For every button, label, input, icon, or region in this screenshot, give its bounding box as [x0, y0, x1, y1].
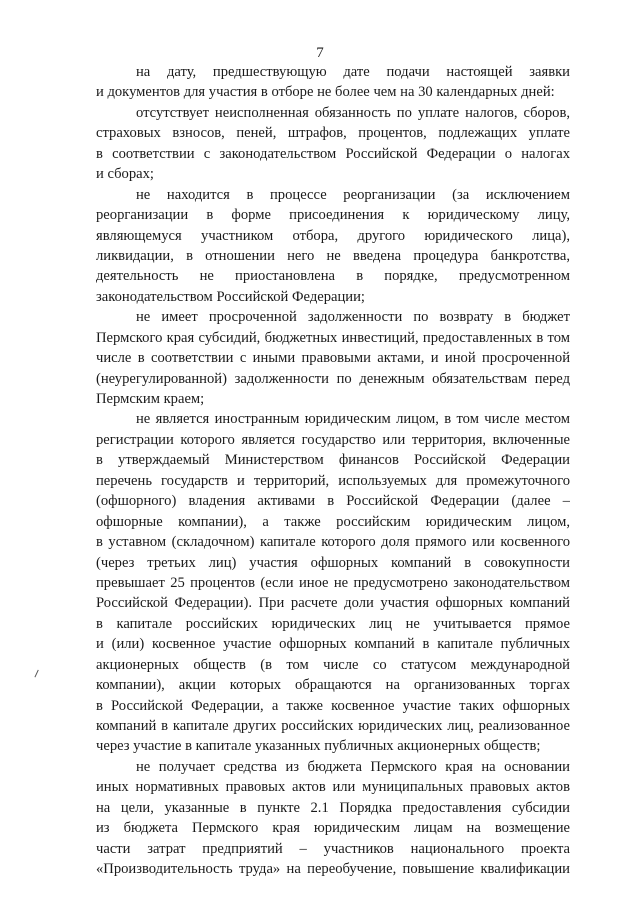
text-line: (офшорного) владения активами в Российской Федерации (далее – [96, 493, 570, 510]
text-line: «Производительность труда» на переобучение, повышение квалификации [96, 861, 570, 878]
text-line: офшорные компании), а также российским юридическим лицом, [96, 513, 570, 530]
document-body [96, 62, 570, 880]
text-line: числе в соответствии с иными правовыми актами, и иной просроченной [96, 350, 570, 367]
text-line: Российской Федерации). При расчете доли участия офшорных компаний [96, 595, 570, 612]
text-line: не является иностранным юридическим лицом, в том числе местом [136, 411, 570, 428]
text-line: в соответствии с законодательством Российской Федерации о налогах [96, 145, 570, 162]
text-line: законодательством Российской Федерации; [96, 288, 365, 305]
text-line: части затрат предприятий – участников национального проекта [96, 840, 570, 857]
text-line: в утверждаемый Министерством финансов Российской Федерации [96, 452, 570, 469]
text-line: ликвидации, в отношении него не введена процедура банкротства, [96, 247, 570, 264]
text-line: на цели, указанные в пункте 2.1 Порядка предоставления субсидии [96, 799, 570, 816]
text-line: перечень государств и территорий, используемых для промежуточного [96, 472, 570, 489]
text-line: отсутствует неисполненная обязанность по уплате налогов, сборов, [136, 104, 570, 121]
text-line: не имеет просроченной задолженности по возврату в бюджет [136, 309, 570, 326]
text-line: не получает средства из бюджета Пермского края на основании [136, 758, 570, 775]
text-line: компании), акции которых обращаются на организованных торгах [96, 677, 570, 694]
text-line: не находится в процессе реорганизации (за исключением [136, 186, 570, 203]
margin-pen-mark [34, 670, 40, 679]
text-line: превышает 25 процентов (если иное не предусмотрено законодательством [96, 574, 570, 591]
text-line: деятельность не приостановлена в порядке, предусмотренном [96, 268, 570, 285]
text-line: (неурегулированной) задолженности по денежным обязательствам перед [96, 370, 570, 387]
text-line: акционерных обществ (в том числе со статусом международной [96, 656, 570, 673]
text-line: реорганизации в форме присоединения к юридическому лицу, [96, 207, 570, 224]
text-line: в капитале российских юридических лиц не учитывается прямое [96, 615, 570, 632]
text-line: страховых взносов, пеней, штрафов, процентов, подлежащих уплате [96, 125, 570, 142]
text-line: являющемуся участником отбора, другого юридического лица), [96, 227, 570, 244]
text-line: Пермским краем; [96, 391, 205, 407]
text-line: в Российской Федерации, а также косвенное участие таких офшорных [96, 697, 570, 714]
text-line: в уставном (складочном) капитале которого доля прямого или косвенного [96, 534, 570, 551]
text-line: компаний в капитале других российских юридических лиц, реализованное [96, 718, 570, 734]
text-line: на дату, предшествующую дате подачи настоящей заявки [136, 64, 570, 80]
text-line: иных нормативных правовых актов или муниципальных правовых актов [96, 779, 570, 796]
text-line: (через третьих лиц) участия офшорных компаний в совокупности [96, 554, 570, 571]
text-line: и документов для участия в отборе не более чем на 30 календарных дней: [96, 84, 555, 101]
text-line: регистрации которого является государство или территория, включенные [96, 431, 570, 448]
page-number: 7 [316, 45, 324, 61]
text-line: Пермского края субсидий, бюджетных инвестиций, предоставленных в том [96, 329, 570, 346]
text-line: и сборах; [96, 166, 154, 183]
text-line: и (или) косвенное участие офшорных компаний в капитале публичных [96, 636, 570, 653]
text-line: из бюджета Пермского края юридическим лицам на возмещение [96, 820, 570, 837]
text-line: через участие в капитале указанных публичных акционерных обществ; [96, 738, 541, 755]
